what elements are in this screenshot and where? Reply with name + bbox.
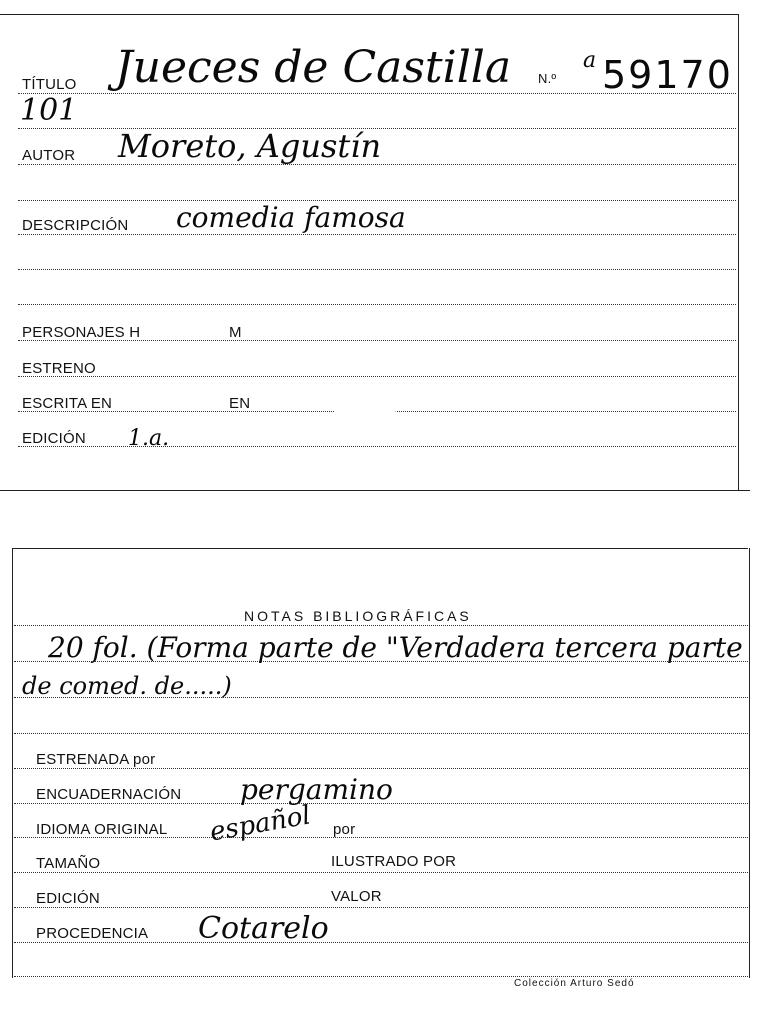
edicion-value: 1.a. <box>128 426 170 451</box>
numero-superscript: a <box>583 48 597 73</box>
numero-value: 59170 <box>602 53 733 97</box>
personajes-m-label: M <box>229 324 242 341</box>
titulo-value: Jueces de Castilla <box>115 42 512 93</box>
collection-footer: Colección Arturo Sedó <box>514 978 635 989</box>
notas-line-2: de comed. de.....) <box>22 672 232 700</box>
rule-edicion-b <box>14 907 748 908</box>
procedencia-label: PROCEDENCIA <box>36 925 149 942</box>
numero-label: N.º <box>538 71 557 86</box>
rule-estreno <box>18 376 736 377</box>
rule-descripcion <box>18 234 736 235</box>
estrenada-label: ESTRENADA por <box>36 751 156 768</box>
top-card-bottom-edge <box>0 490 750 491</box>
erasure-mark <box>330 400 400 444</box>
shelf-mark: 101 <box>20 93 78 128</box>
personajes-h-label: PERSONAJES H <box>22 324 141 341</box>
notas-line-1: 20 fol. (Forma parte de "Verdadera tercera parte <box>48 631 743 664</box>
edicion-label-top: EDICIÓN <box>22 430 86 447</box>
estreno-label: ESTRENO <box>22 360 96 377</box>
rule-blank-2 <box>18 269 736 270</box>
idioma-value: español <box>207 800 313 848</box>
tamano-label: TAMAÑO <box>36 855 101 872</box>
escrita-en2-label: EN <box>229 395 251 412</box>
encuadernacion-value: pergamino <box>240 773 393 806</box>
rule-tamano <box>14 872 748 873</box>
rule-estrenada <box>14 768 748 769</box>
escrita-en-label: ESCRITA EN <box>22 395 113 412</box>
descripcion-label: DESCRIPCIÓN <box>22 217 129 234</box>
notas-heading: NOTAS BIBLIOGRÁFICAS <box>244 608 472 624</box>
rule-blank-3 <box>18 304 736 305</box>
rule-procedencia <box>14 942 748 943</box>
ilustrado-label: ILUSTRADO POR <box>331 853 457 870</box>
autor-value: Moreto, Agustín <box>118 127 382 165</box>
edicion-label-bottom: EDICIÓN <box>36 890 100 907</box>
rule-notas <box>14 625 748 626</box>
rule-edicion <box>18 446 736 447</box>
descripcion-value: comedia famosa <box>176 201 406 234</box>
encuadernacion-label: ENCUADERNACIÓN <box>36 786 182 803</box>
idioma-por-label: por <box>333 821 356 838</box>
autor-label: AUTOR <box>22 147 76 164</box>
titulo-label: TÍTULO <box>22 76 77 93</box>
idioma-label: IDIOMA ORIGINAL <box>36 821 168 838</box>
rule-blank-4 <box>14 733 748 734</box>
procedencia-value: Cotarelo <box>198 911 329 946</box>
valor-label: VALOR <box>331 888 382 905</box>
rule-footer <box>14 976 748 977</box>
